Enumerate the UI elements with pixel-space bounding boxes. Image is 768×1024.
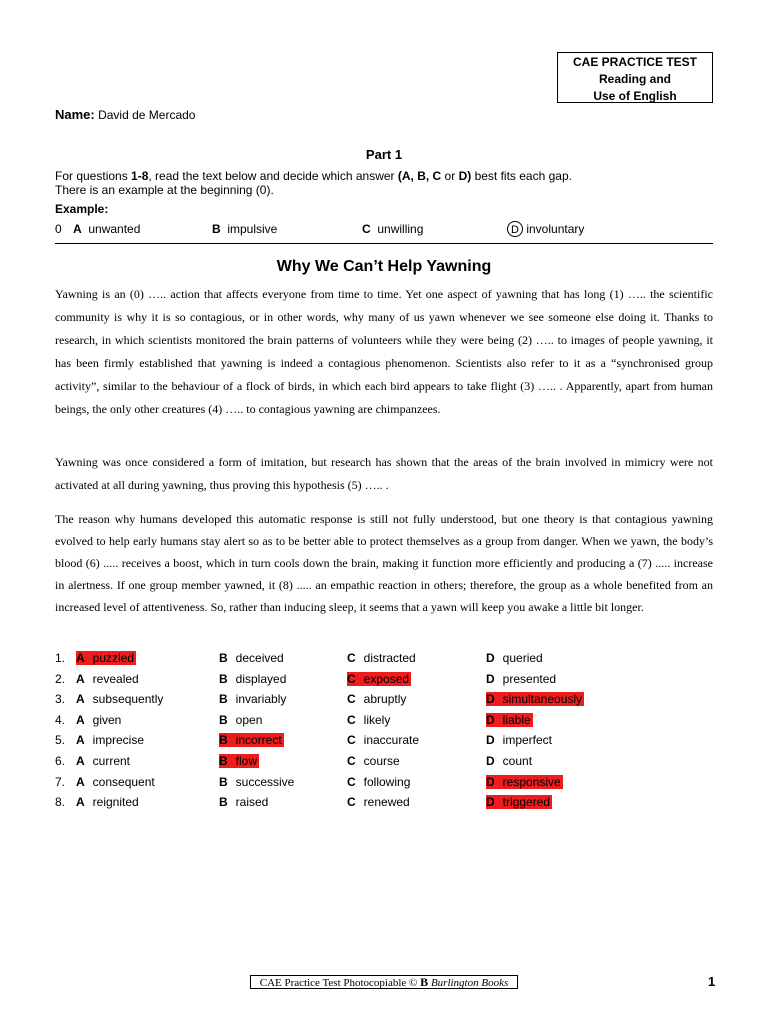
option-d[interactable]	[486, 792, 552, 812]
option-letter: B	[219, 671, 228, 686]
question-row-3	[55, 689, 713, 710]
option-letter: C	[347, 733, 356, 748]
option-letter: D	[486, 692, 495, 707]
option-letter: C	[347, 671, 356, 686]
option-b[interactable]	[219, 648, 284, 668]
option-d[interactable]	[486, 772, 563, 792]
footer-text: CAE Practice Test Photocopiable ©	[259, 977, 421, 989]
option-letter: D	[486, 774, 495, 789]
name-value: David de Mercado	[98, 108, 196, 122]
paragraph-3: The reason why humans developed this automatic response is still not fully understood, but one theory is that contagious yawning evolved to help early humans stay alert so as to be better able to protect themselves as a group from danger. When we yawn, the body’s blood (6) ..... receives a boost, which in turn cools down the brain, making it function more efficiently and producing a (7) ..... increase in alertness. If one group member yawned, it (8) ..... an empathic reaction in others; therefore, the group as a whole benefited from an increased level of attentiveness. So, rather than inducing sleep, it seems that a yawn will keep you awake a little bit longer.	[55, 512, 713, 614]
option-letter: A	[76, 671, 85, 686]
header-line-1: CAE PRACTICE TEST	[572, 55, 697, 69]
question-number: 4.	[55, 712, 66, 727]
option-word: flow	[235, 753, 258, 768]
option-word: inaccurate	[363, 733, 420, 748]
option-word: following	[363, 774, 411, 789]
header-line-3: Use of English	[593, 89, 677, 103]
question-row-6	[55, 751, 713, 772]
option-word: exposed	[363, 671, 410, 686]
question-number: 7.	[55, 774, 66, 789]
example-letter-a: A	[73, 222, 82, 236]
option-letter: A	[76, 795, 85, 810]
option-c[interactable]	[347, 710, 390, 730]
option-c[interactable]	[347, 689, 406, 709]
publisher-name: Burlington Books	[430, 977, 509, 989]
option-b[interactable]	[219, 730, 284, 750]
option-letter: C	[347, 651, 356, 665]
question-row-5	[55, 730, 713, 751]
example-option-c	[362, 221, 423, 237]
option-letter: A	[76, 733, 85, 748]
example-letter-b: B	[212, 222, 221, 236]
option-word: current	[92, 753, 131, 768]
option-b[interactable]	[219, 689, 286, 709]
option-word: revealed	[92, 671, 139, 686]
example-word-c: unwilling	[377, 222, 424, 236]
option-word: abruptly	[363, 692, 407, 707]
page-number: 1	[708, 974, 716, 989]
option-letter: B	[219, 753, 228, 768]
question-number: 3.	[55, 692, 66, 707]
option-b[interactable]	[219, 792, 268, 812]
option-word: renewed	[363, 795, 410, 810]
option-d[interactable]	[486, 751, 532, 771]
option-letter: B	[219, 692, 228, 707]
option-a[interactable]	[76, 710, 121, 730]
option-letter: C	[347, 712, 356, 727]
option-word: open	[235, 712, 263, 727]
option-letter: D	[486, 795, 495, 810]
instr-range: 1-8	[131, 169, 149, 183]
option-word: consequent	[92, 774, 155, 789]
option-c[interactable]	[347, 772, 410, 792]
option-a[interactable]	[76, 772, 155, 792]
option-a[interactable]	[76, 792, 139, 812]
option-word: incorrect	[235, 733, 282, 748]
option-d[interactable]	[486, 669, 556, 689]
example-word-d: involuntary	[526, 222, 585, 236]
name-label: Name:	[55, 107, 95, 122]
option-word: simultaneously	[502, 692, 583, 707]
example-label: Example:	[55, 202, 109, 216]
option-c[interactable]	[347, 792, 410, 812]
option-d[interactable]	[486, 648, 543, 668]
option-word: successive	[235, 774, 295, 789]
question-row-2	[55, 669, 713, 690]
answer-options	[55, 648, 713, 813]
option-word: invariably	[235, 692, 287, 707]
option-word: count	[502, 753, 533, 768]
instr-pre: For questions	[55, 169, 132, 183]
example-word-b: impulsive	[227, 222, 278, 236]
option-a[interactable]	[76, 648, 136, 668]
option-letter: A	[76, 692, 85, 707]
option-c[interactable]	[347, 648, 416, 668]
option-letter: C	[347, 692, 356, 707]
test-header-box	[557, 52, 713, 103]
option-letter: B	[219, 733, 228, 748]
publisher-logo-icon: B	[420, 975, 429, 989]
paragraph-2: Yawning was once considered a form of imitation, but research has shown that the areas of the brain involved in mimicry were not activated at all during yawning, thus proving this hypothesis (5) ….. .	[55, 455, 713, 492]
option-word: course	[363, 753, 400, 768]
example-letter-c: C	[362, 222, 371, 236]
option-word: given	[92, 712, 122, 727]
example-option-a	[73, 221, 140, 237]
option-word: reignited	[92, 795, 139, 810]
option-word: distracted	[363, 651, 416, 665]
option-d[interactable]	[486, 730, 552, 750]
example-option-d	[507, 221, 584, 237]
question-number: 8.	[55, 795, 66, 810]
instr-choices: (A, B, C	[397, 169, 442, 183]
text-title: Why We Can’t Help Yawning	[276, 258, 492, 275]
instr-d: D)	[458, 169, 472, 183]
instructions	[55, 169, 675, 197]
option-letter: B	[219, 712, 228, 727]
divider	[55, 243, 713, 244]
option-c[interactable]	[347, 730, 419, 750]
footer-copyright	[250, 975, 518, 989]
option-b[interactable]	[219, 772, 294, 792]
example-word-a: unwanted	[88, 222, 141, 236]
option-word: deceived	[235, 651, 284, 665]
option-letter: D	[486, 753, 495, 768]
option-word: puzzled	[92, 651, 135, 665]
option-letter: B	[219, 651, 228, 665]
example-option-b	[212, 221, 277, 237]
option-a[interactable]	[76, 669, 139, 689]
question-number: 6.	[55, 753, 66, 768]
option-a[interactable]	[76, 689, 163, 709]
option-word: imperfect	[502, 733, 553, 748]
option-word: triggered	[502, 795, 551, 810]
option-word: imprecise	[92, 733, 145, 748]
option-letter: A	[76, 774, 85, 789]
option-letter: B	[219, 774, 228, 789]
option-c[interactable]	[347, 669, 411, 689]
instr-or: or	[441, 169, 459, 183]
option-letter: B	[219, 795, 228, 810]
option-letter: A	[76, 651, 85, 665]
student-name	[55, 107, 195, 122]
option-b[interactable]	[219, 669, 286, 689]
option-word: queried	[502, 651, 543, 665]
option-word: subsequently	[92, 692, 164, 707]
option-letter: D	[486, 733, 495, 748]
instr-mid: , read the text below and decide which answer	[148, 169, 398, 183]
option-letter: D	[486, 671, 495, 686]
question-number: 2.	[55, 671, 66, 686]
option-letter: C	[347, 795, 356, 810]
option-word: raised	[235, 795, 269, 810]
option-d[interactable]	[486, 689, 584, 709]
header-line-2: Reading and	[598, 72, 671, 86]
question-number: 5.	[55, 733, 66, 748]
option-word: responsive	[502, 774, 561, 789]
option-word: displayed	[235, 671, 287, 686]
option-word: liable	[502, 712, 531, 727]
option-b[interactable]	[219, 751, 259, 771]
paragraph-1: Yawning is an (0) ….. action that affects everyone from time to time. Yet one aspect of yawning that has long (1) ….. the scientific community is why it is so contagious, or in other words, why many of us yawn whenever we see someone else doing it. Thanks to research, in which scientists monitored the brain patterns of volunteers while they were being (2) ….. to images of people yawning, it has been firmly established that yawning is indeed a contagious phenomenon. Scientists also refer to it as a “synchronised group activity”, similar to the behaviour of a flock of birds, in which each bird appears to take flight (3) ….. . Apparently, apart from human beings, the only other creatures (4) ….. to contagious yawning are chimpanzees.	[55, 287, 713, 416]
part-title: Part 1	[365, 147, 403, 162]
option-word: likely	[363, 712, 391, 727]
option-a[interactable]	[76, 751, 130, 771]
option-letter: A	[76, 753, 85, 768]
example-num: 0	[55, 222, 62, 236]
option-c[interactable]	[347, 751, 400, 771]
question-row-8	[55, 792, 713, 813]
answer-circle-icon: D	[507, 221, 523, 237]
option-letter: A	[76, 712, 85, 727]
question-number: 1.	[55, 651, 66, 665]
instr-line-2: There is an example at the beginning (0).	[55, 183, 274, 197]
instr-post: best fits each gap.	[471, 169, 572, 183]
question-row-7	[55, 772, 713, 793]
option-b[interactable]	[219, 710, 262, 730]
question-row-4	[55, 710, 713, 731]
option-letter: C	[347, 753, 356, 768]
option-letter: D	[486, 651, 495, 665]
option-word: presented	[502, 671, 557, 686]
option-letter: D	[486, 712, 495, 727]
option-letter: C	[347, 774, 356, 789]
option-d[interactable]	[486, 710, 533, 730]
option-a[interactable]	[76, 730, 144, 750]
question-row-1	[55, 648, 713, 669]
